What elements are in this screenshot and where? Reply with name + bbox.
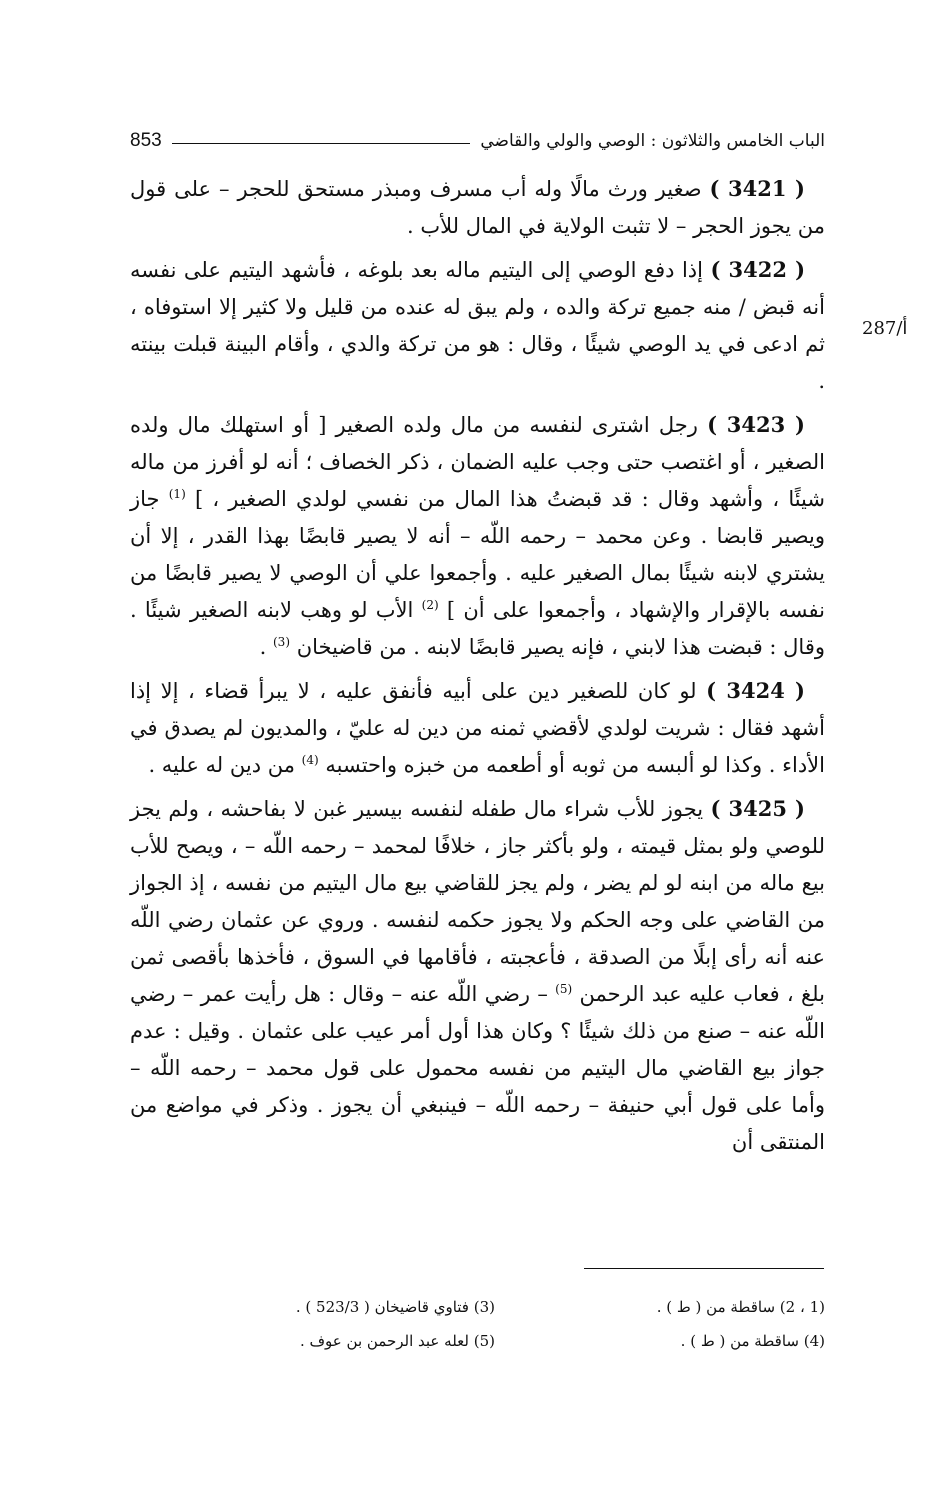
paragraph-text: صغير ورث مالًا وله أب مسرف ومبذر مستحق للحجر – على قول من يجوز الحجر – لا تثبت الولاية في المال للأب . [130,177,825,238]
main-text [130,170,825,1161]
footnote-row [130,1290,825,1324]
header-rule [172,143,471,144]
footnote-ref[interactable]: (3) [272,635,290,649]
paragraph-number: ( 3424 ) [706,678,805,703]
paragraph-text: – رضي اللّه عنه – وقال : هل رأيت عمر – رضي اللّه عنه – صنع من ذلك شيئًا ؟ وكان هذا أول أمر عيب على عثمان . وقيل : عدم جواز بيع القاضي مال اليتيم من نفسه محمول على قول محمد – رحمه اللّه – وأما على قول أبي حنيفة – رحمه اللّه – فينبغي أن يجوز . وذكر في مواضع من المنتقى أن [130,982,825,1154]
paragraph-text: من دين له عليه . [148,753,295,777]
footnote-ref[interactable]: (4) [301,753,319,767]
paragraph-3425 [130,790,825,1161]
footnote-4: (4) ساقطة من ( ط ) . [680,1332,825,1350]
paragraph-3421 [130,170,825,245]
footnote-3: (3) فتاوي قاضيخان ( 523/3 ) . [295,1298,495,1316]
running-title: الباب الخامس والثلاثون : الوصي والولي والقاضي [480,131,825,151]
footnote-ref[interactable]: (2) [421,598,439,612]
paragraph-text: إذا دفع الوصي إلى اليتيم ماله بعد بلوغه ، فأشهد اليتيم على نفسه أنه قبض / منه جميع تركة والده ، ولم يبق له عنده من قليل ولا كثير إلا استوفاه ، ثم ادعى في يد الوصي شيئًا ، وقال : هو من تركة والدي ، وأقام البينة قبلت بينته . [130,258,825,393]
paragraph-text: الأب لو وهب لابنه الصغير شيئًا . وقال : قبضت هذا لابني ، فإنه يصير قابضًا لابنه . من قاضيخان [130,598,825,659]
page-header [130,126,825,156]
paragraph-number: ( 3421 ) [709,176,805,201]
manuscript-folio-note: 287/أ [862,318,908,339]
paragraph-text: جاز ويصير قابضا . وعن محمد – رحمه اللّه – أنه لا يصير قابضًا بهذا القدر ، إلا أن يشتري لابنه شيئًا بمال الصغير عليه . وأجمعوا علي أن الوصي لا يصير قابضًا من نفسه بالإقرار والإشهاد ، وأجمعوا على أن ] [130,487,825,622]
paragraph-number: ( 3422 ) [710,257,806,282]
footnotes [130,1290,825,1358]
paragraph-text: لو كان للصغير دين على أبيه فأنفق عليه ، لا يبرأ قضاء ، إلا إذا أشهد فقال : شريت لولدي لأقضي ثمنه من دين له عليّ ، والمديون لم يصدق في الأداء . وكذا لو ألبسه من ثوبه أو أطعمه من خبزه واحتسبه [130,679,825,777]
footnote-ref[interactable]: (1) [168,487,186,501]
paragraph-number: ( 3423 ) [707,412,805,437]
footnote-1-2: (1 ، 2) ساقطة من ( ط ) . [656,1298,825,1316]
footnote-row [130,1324,825,1358]
footnote-separator [584,1268,824,1269]
footnote-5: (5) لعله عبد الرحمن بن عوف . [299,1332,495,1350]
page-number: 853 [130,130,162,151]
paragraph-text: . [259,635,267,659]
paragraph-text: رجل اشترى لنفسه من مال ولده الصغير [ أو استهلك مال ولده الصغير ، أو اغتصب حتى وجب عليه الضمان ، ذكر الخصاف ؛ أنه لو أفرز من ماله شيئًا ، وأشهد وقال : قد قبضتُ هذا المال من نفسي لولدي الصغير ، ] [130,413,825,511]
paragraph-3422 [130,251,825,400]
paragraph-number: ( 3425 ) [710,796,805,821]
footnote-ref[interactable]: (5) [555,982,573,996]
paragraph-text: يجوز للأب شراء مال طفله لنفسه بيسير غبن لا بفاحشه ، ولم يجز للوصي ولو بمثل قيمته ، ولو بأكثر جاز ، خلافًا لمحمد – رحمه اللّه – ، ويصح للأب بيع ماله من ابنه لو لم يضر ، ولم يجز للقاضي بيع مال اليتيم من نفسه ، إذ الجواز من القاضي على وجه الحكم ولا يجوز حكمه لنفسه . وروي عن عثمان رضي اللّه عنه أنه رأى إبلًا من الصدقة ، فأعجبته ، فأقامها في السوق ، فأخذها بأقصى ثمن بلغ ، فعاب عليه عبد الرحمن [130,797,825,1006]
paragraph-3424 [130,672,825,784]
paragraph-3423 [130,406,825,666]
